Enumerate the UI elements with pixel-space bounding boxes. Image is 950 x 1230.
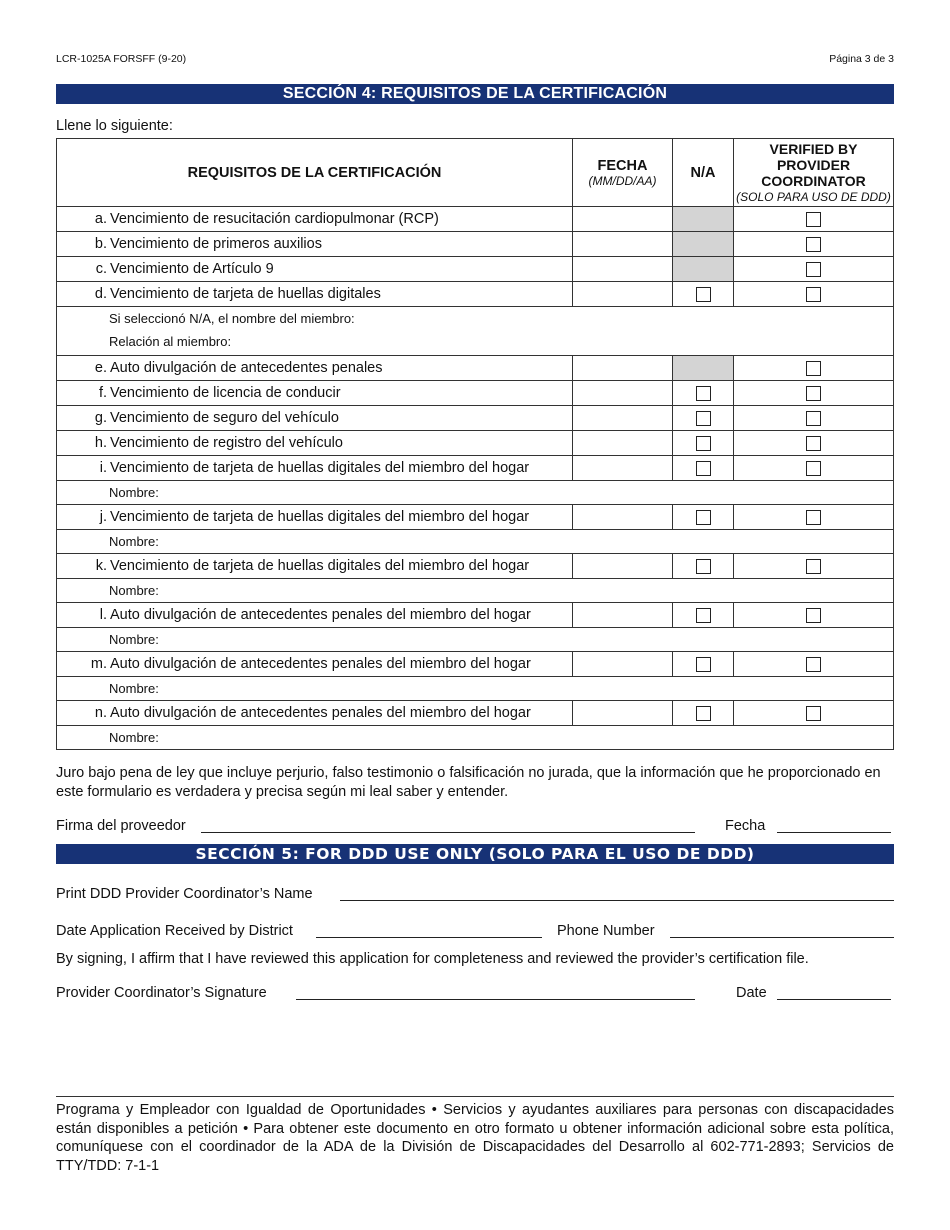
table-row [57, 232, 894, 257]
date-input[interactable] [573, 431, 673, 456]
footer-divider [56, 1096, 894, 1097]
na-cell [673, 456, 734, 481]
na-member-cell[interactable] [57, 307, 894, 356]
verified-cell [734, 232, 894, 257]
date-input[interactable] [573, 554, 673, 579]
date-input[interactable] [573, 232, 673, 257]
verified-checkbox[interactable] [806, 386, 821, 401]
row-letter: h. [94, 435, 107, 451]
name-row [57, 579, 894, 603]
table-row [57, 207, 894, 232]
verified-cell [734, 406, 894, 431]
row-text: Auto divulgación de antecedentes penales [110, 360, 383, 376]
row-label [57, 505, 573, 530]
verified-cell [734, 356, 894, 381]
verified-checkbox[interactable] [806, 262, 821, 277]
na-cell [673, 505, 734, 530]
row-text: Vencimiento de registro del vehículo [110, 435, 343, 451]
verified-checkbox[interactable] [806, 559, 821, 574]
na-cell [673, 431, 734, 456]
row-label [57, 282, 573, 307]
date-input[interactable] [573, 603, 673, 628]
na-cell [673, 603, 734, 628]
col-verified [734, 139, 894, 207]
na-member-name-label: Si seleccionó N/A, el nombre del miembro: [109, 311, 355, 326]
footer-text: Programa y Empleador con Igualdad de Oportunidades • Servicios y ayudantes auxiliares para personas con discapacidades están disponibles a petición • Para obtener este documento en otro formato u obtener información adicional sobre esta política, comuníquese con el coordinador de la ADA de la División de Discapacidades del Desarrollo al 602-771-2893; Servicios de TTY/TDD: 7-1-1 [56, 1102, 894, 1174]
date-input[interactable] [573, 257, 673, 282]
verified-checkbox[interactable] [806, 510, 821, 525]
col-verified-label: VERIFIED BY PROVIDER COORDINATOR [761, 140, 866, 189]
provider-signature-label: Firma del proveedor [56, 818, 186, 834]
verified-cell [734, 652, 894, 677]
page-number: Página 3 de 3 [829, 53, 894, 65]
row-text: Vencimiento de tarjeta de huellas digitales del miembro del hogar [110, 509, 530, 525]
na-cell [673, 652, 734, 677]
verified-checkbox[interactable] [806, 411, 821, 426]
row-label [57, 456, 573, 481]
verified-cell [734, 431, 894, 456]
table-row [57, 381, 894, 406]
coordinator-signature-label: Provider Coordinator’s Signature [56, 985, 267, 1001]
verified-checkbox[interactable] [806, 436, 821, 451]
na-member-relation-label: Relación al miembro: [109, 334, 232, 349]
row-text: Auto divulgación de antecedentes penales del miembro del hogar [110, 656, 531, 672]
table-row [57, 257, 894, 282]
provider-signature-line[interactable] [201, 832, 695, 833]
row-letter: f. [98, 385, 107, 401]
verified-cell [734, 282, 894, 307]
row-label [57, 207, 573, 232]
name-row [57, 481, 894, 505]
name-field[interactable] [57, 481, 894, 505]
coordinator-name-line[interactable] [340, 900, 894, 901]
coordinator-date-label: Date [736, 985, 767, 1001]
name-label: Nombre: [109, 534, 159, 549]
verified-cell [734, 505, 894, 530]
col-date-format: (MM/DD/AA) [588, 173, 657, 188]
provider-date-label: Fecha [725, 818, 766, 834]
col-na: N/A [673, 139, 734, 207]
provider-date-line[interactable] [777, 832, 891, 833]
row-letter: j. [99, 509, 107, 525]
na-checkbox[interactable] [696, 608, 711, 623]
na-checkbox[interactable] [696, 559, 711, 574]
form-id: LCR-1025A FORSFF (9-20) [56, 53, 187, 65]
date-input[interactable] [573, 406, 673, 431]
row-text: Vencimiento de seguro del vehículo [110, 410, 339, 426]
row-letter: e. [94, 360, 107, 376]
coordinator-name-label: Print DDD Provider Coordinator’s Name [56, 886, 313, 902]
col-requirement: REQUISITOS DE LA CERTIFICACIÓN [57, 139, 573, 207]
row-label [57, 356, 573, 381]
col-date-label: FECHA [597, 157, 648, 174]
date-input[interactable] [573, 505, 673, 530]
date-input[interactable] [573, 282, 673, 307]
name-row [57, 677, 894, 701]
table-header-row [57, 139, 894, 207]
na-checkbox[interactable] [696, 436, 711, 451]
row-label [57, 232, 573, 257]
name-label: Nombre: [109, 730, 159, 745]
row-letter: a. [94, 211, 107, 227]
row-letter: d. [94, 286, 107, 302]
table-row [57, 505, 894, 530]
row-text: Auto divulgación de antecedentes penales del miembro del hogar [110, 607, 531, 623]
table-row [57, 431, 894, 456]
row-text: Auto divulgación de antecedentes penales del miembro del hogar [110, 705, 531, 721]
requirements-table [56, 138, 894, 750]
name-label: Nombre: [109, 632, 159, 647]
name-label: Nombre: [109, 583, 159, 598]
row-text: Vencimiento de primeros auxilios [110, 236, 322, 252]
na-cell [673, 282, 734, 307]
verified-cell [734, 456, 894, 481]
name-row [57, 628, 894, 652]
row-label [57, 431, 573, 456]
row-label [57, 406, 573, 431]
verified-cell [734, 207, 894, 232]
attestation-text: Juro bajo pena de ley que incluye perjurio, falso testimonio o falsificación no jurada, que la información que he proporcionado en este formulario es verdadera y precisa según mi leal saber y entender. [56, 765, 881, 800]
name-row [57, 530, 894, 554]
na-checkbox[interactable] [696, 411, 711, 426]
verified-checkbox[interactable] [806, 608, 821, 623]
row-letter: i. [99, 460, 107, 476]
date-received-label: Date Application Received by District [56, 923, 293, 939]
verified-cell [734, 554, 894, 579]
col-verified-note: (SOLO PARA USO DE DDD) [736, 189, 891, 204]
row-label [57, 652, 573, 677]
name-field[interactable] [57, 677, 894, 701]
na-cell [673, 381, 734, 406]
table-row [57, 701, 894, 726]
row-letter: m. [90, 656, 107, 672]
table-row [57, 356, 894, 381]
row-letter: l. [99, 607, 107, 623]
row-text: Vencimiento de resucitación cardiopulmonar (RCP) [110, 211, 439, 227]
coordinator-date-line[interactable] [777, 999, 891, 1000]
affirm-text: By signing, I affirm that I have reviewed this application for completeness and reviewed the provider’s certification file. [56, 951, 809, 967]
row-letter: c. [95, 261, 107, 277]
name-label: Nombre: [109, 681, 159, 696]
row-letter: g. [94, 410, 107, 426]
name-field[interactable] [57, 530, 894, 554]
verified-checkbox[interactable] [806, 706, 821, 721]
na-disabled [673, 232, 734, 257]
phone-label: Phone Number [557, 923, 655, 939]
row-text: Vencimiento de Artículo 9 [110, 261, 274, 277]
name-field[interactable] [57, 628, 894, 652]
table-row [57, 406, 894, 431]
na-cell [673, 701, 734, 726]
table-row [57, 554, 894, 579]
verified-checkbox[interactable] [806, 237, 821, 252]
verified-checkbox[interactable] [806, 287, 821, 302]
na-checkbox[interactable] [696, 657, 711, 672]
na-checkbox[interactable] [696, 510, 711, 525]
na-checkbox[interactable] [696, 706, 711, 721]
name-row [57, 726, 894, 750]
coordinator-signature-line[interactable] [296, 999, 695, 1000]
na-cell [673, 554, 734, 579]
na-checkbox[interactable] [696, 287, 711, 302]
verified-checkbox[interactable] [806, 657, 821, 672]
name-label: Nombre: [109, 485, 159, 500]
verified-checkbox[interactable] [806, 212, 821, 227]
na-checkbox[interactable] [696, 386, 711, 401]
na-member-row [57, 307, 894, 356]
table-row [57, 282, 894, 307]
row-text: Vencimiento de licencia de conducir [110, 385, 341, 401]
verified-checkbox[interactable] [806, 461, 821, 476]
row-text: Vencimiento de tarjeta de huellas digitales del miembro del hogar [110, 558, 530, 574]
date-input[interactable] [573, 701, 673, 726]
row-letter: n. [94, 705, 107, 721]
name-field[interactable] [57, 579, 894, 603]
date-input[interactable] [573, 356, 673, 381]
row-letter: b. [94, 236, 107, 252]
verified-cell [734, 257, 894, 282]
table-row [57, 603, 894, 628]
verified-checkbox[interactable] [806, 361, 821, 376]
date-input[interactable] [573, 456, 673, 481]
table-row [57, 456, 894, 481]
date-input[interactable] [573, 652, 673, 677]
date-input[interactable] [573, 207, 673, 232]
phone-line[interactable] [670, 937, 894, 938]
row-label [57, 381, 573, 406]
verified-cell [734, 701, 894, 726]
section5-title: SECCIÓN 5: FOR DDD USE ONLY (SOLO PARA EL USO DE DDD) [56, 844, 894, 864]
na-disabled [673, 356, 734, 381]
table-row [57, 652, 894, 677]
section4-title: SECCIÓN 4: REQUISITOS DE LA CERTIFICACIÓN [56, 84, 894, 104]
row-label [57, 554, 573, 579]
row-text: Vencimiento de tarjeta de huellas digitales [110, 286, 381, 302]
na-disabled [673, 257, 734, 282]
date-input[interactable] [573, 381, 673, 406]
na-cell [673, 406, 734, 431]
date-received-line[interactable] [316, 937, 542, 938]
row-text: Vencimiento de tarjeta de huellas digitales del miembro del hogar [110, 460, 530, 476]
name-field[interactable] [57, 726, 894, 750]
verified-cell [734, 381, 894, 406]
verified-cell [734, 603, 894, 628]
row-label [57, 603, 573, 628]
row-label [57, 701, 573, 726]
row-label [57, 257, 573, 282]
row-letter: k. [95, 558, 107, 574]
col-date [573, 139, 673, 207]
na-disabled [673, 207, 734, 232]
na-checkbox[interactable] [696, 461, 711, 476]
section4-lead: Llene lo siguiente: [56, 118, 173, 134]
